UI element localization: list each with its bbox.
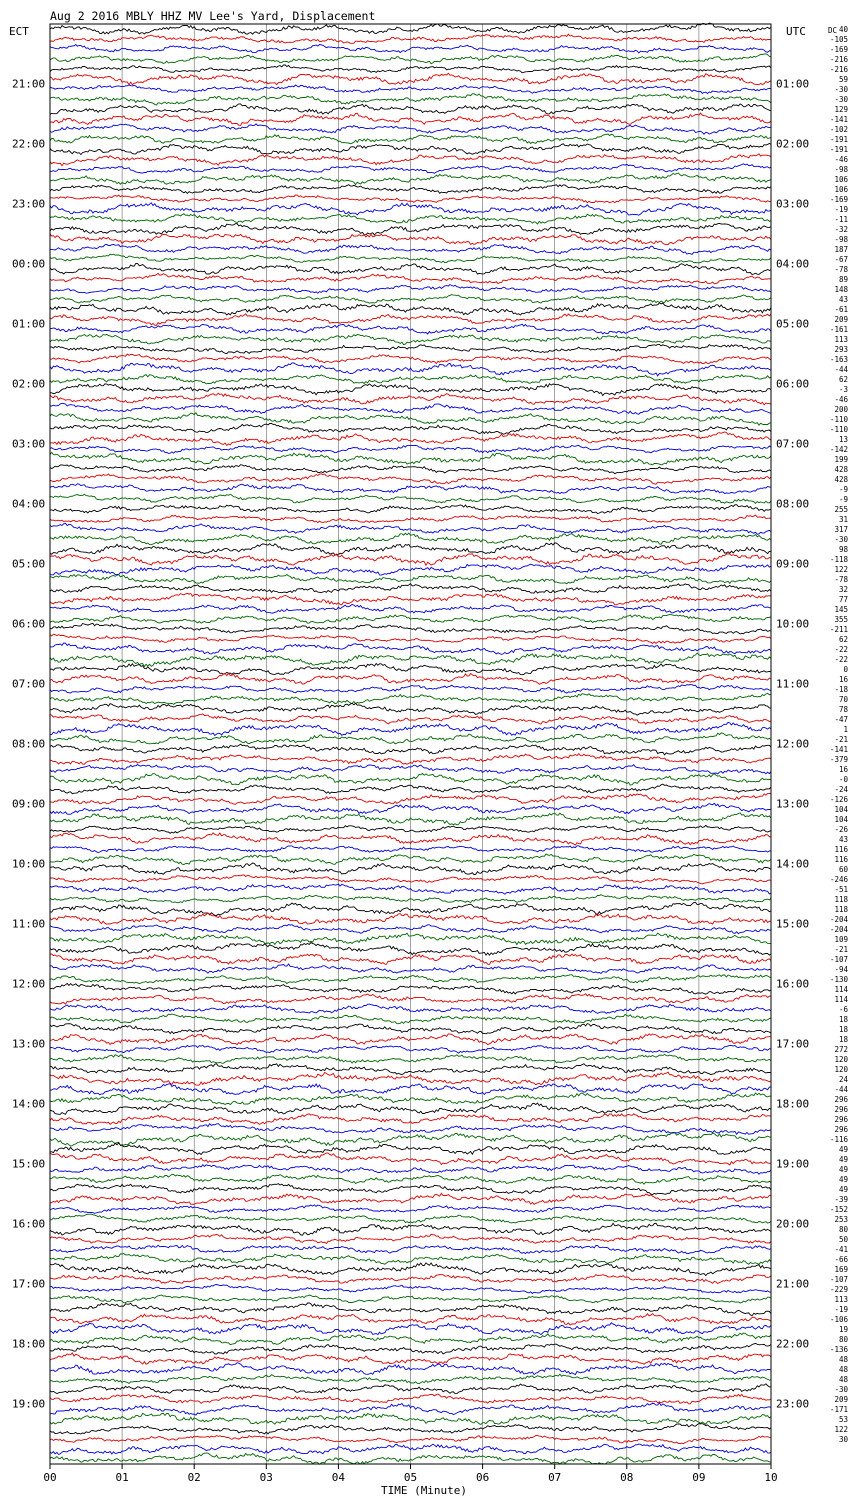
dc-offset-label: 16	[838, 764, 848, 774]
chart-title: Aug 2 2016 MBLY HHZ MV Lee's Yard, Displacement	[50, 9, 376, 23]
ect-hour-label: 14:00	[12, 1097, 46, 1111]
ect-hour-label: 03:00	[12, 437, 46, 451]
dc-offset-label: 49	[838, 1184, 848, 1194]
dc-offset-label: 50	[838, 1234, 848, 1244]
dc-offset-label: 49	[838, 1154, 848, 1164]
dc-offset-label: -78	[834, 574, 848, 584]
dc-offset-label: -0	[838, 774, 848, 784]
utc-hour-label: 10:00	[776, 617, 810, 631]
dc-offset-label: -24	[834, 784, 848, 794]
dc-offset-label: -67	[834, 254, 848, 264]
dc-offset-label: 113	[834, 334, 848, 344]
dc-offset-label: -19	[834, 1304, 848, 1314]
dc-offset-label: -44	[834, 1084, 848, 1094]
dc-offset-label: 48	[838, 1364, 848, 1374]
dc-offset-label: -22	[834, 644, 848, 654]
dc-offset-label: -98	[834, 164, 848, 174]
dc-offset-label: -106	[829, 1314, 848, 1324]
dc-offset-label: 145	[834, 604, 848, 614]
utc-hour-label: 18:00	[776, 1097, 810, 1111]
dc-offset-label: 129	[834, 104, 848, 114]
dc-offset-label: -211	[829, 624, 848, 634]
utc-label: UTC	[786, 25, 806, 38]
dc-offset-label: -30	[834, 1384, 848, 1394]
dc-offset-label: 30	[838, 1434, 848, 1444]
dc-offset-label: 428	[834, 474, 848, 484]
dc-offset-label: 114	[834, 994, 848, 1004]
dc-offset-label: -21	[834, 734, 848, 744]
dc-offset-label: 31	[838, 514, 848, 524]
dc-offset-label: 120	[834, 1054, 848, 1064]
dc-offset-label: 104	[834, 804, 848, 814]
dc-offset-label: -51	[834, 884, 848, 894]
dc-offset-label: 48	[838, 1354, 848, 1364]
dc-offset-label: -105	[829, 34, 848, 44]
dc-offset-label: -141	[829, 114, 848, 124]
dc-offset-label: 48	[838, 1374, 848, 1384]
dc-offset-label: 18	[838, 1034, 848, 1044]
utc-hour-label: 11:00	[776, 677, 810, 691]
dc-offset-label: -216	[829, 64, 848, 74]
dc-offset-label: 118	[834, 894, 848, 904]
dc-offset-label: -98	[834, 234, 848, 244]
dc-offset-label: 80	[838, 1224, 848, 1234]
dc-offset-label: -110	[829, 414, 848, 424]
x-tick-label: 09	[692, 1471, 706, 1484]
ect-hour-label: 08:00	[12, 737, 46, 751]
dc-offset-label: -44	[834, 364, 848, 374]
dc-offset-label: -39	[834, 1194, 848, 1204]
dc-offset-label: 148	[834, 284, 848, 294]
dc-offset-label: 209	[834, 1394, 848, 1404]
ect-hour-label: 16:00	[12, 1217, 46, 1231]
x-tick-label: 10	[764, 1471, 778, 1484]
dc-offset-label: 118	[834, 904, 848, 914]
ect-hour-label: 13:00	[12, 1037, 46, 1051]
dc-offset-label: -21	[834, 944, 848, 954]
dc-offset-label: 114	[834, 984, 848, 994]
dc-offset-label: 78	[838, 704, 848, 714]
dc-offset-label: 53	[838, 1414, 848, 1424]
ect-hour-label: 00:00	[12, 257, 46, 271]
ect-hour-label: 06:00	[12, 617, 46, 631]
utc-hour-label: 09:00	[776, 557, 810, 571]
dc-offset-label: 49	[838, 1164, 848, 1174]
utc-hour-label: 17:00	[776, 1037, 810, 1051]
utc-hour-label: 23:00	[776, 1397, 810, 1411]
dc-offset-label: 49	[838, 1174, 848, 1184]
utc-hour-label: 04:00	[776, 257, 810, 271]
utc-hour-label: 07:00	[776, 437, 810, 451]
dc-offset-label: -142	[829, 444, 848, 454]
utc-hour-label: 05:00	[776, 317, 810, 331]
dc-offset-label: 0	[843, 664, 848, 674]
dc-offset-label: -130	[829, 974, 848, 984]
dc-offset-label: -204	[829, 914, 848, 924]
dc-offset-label: -229	[829, 1284, 848, 1294]
x-tick-label: 05	[403, 1471, 418, 1484]
ect-hour-label: 04:00	[12, 497, 46, 511]
dc-offset-label: 200	[834, 404, 848, 414]
utc-hour-label: 03:00	[776, 197, 810, 211]
ect-hour-label: 23:00	[12, 197, 46, 211]
dc-offset-label: -47	[834, 714, 848, 724]
dc-offset-label: 296	[834, 1124, 848, 1134]
dc-header: DC	[828, 26, 838, 35]
dc-offset-label: 106	[834, 184, 848, 194]
dc-offset-label: -204	[829, 924, 848, 934]
dc-offset-label: -107	[829, 954, 848, 964]
dc-offset-label: -379	[829, 754, 848, 764]
dc-offset-label: -110	[829, 424, 848, 434]
dc-offset-label: -191	[829, 144, 848, 154]
dc-offset-label: 187	[834, 244, 848, 254]
utc-hour-label: 20:00	[776, 1217, 810, 1231]
utc-hour-label: 14:00	[776, 857, 810, 871]
utc-hour-label: 22:00	[776, 1337, 810, 1351]
dc-offset-label: 18	[838, 1014, 848, 1024]
dc-offset-label: 62	[838, 374, 848, 384]
dc-offset-label: -18	[834, 684, 848, 694]
dc-offset-label: 18	[838, 1024, 848, 1034]
dc-offset-label: 89	[838, 274, 848, 284]
dc-offset-label: 272	[834, 1044, 848, 1054]
ect-hour-label: 18:00	[12, 1337, 46, 1351]
dc-offset-label: 355	[834, 614, 848, 624]
dc-offset-label: -3	[838, 384, 848, 394]
ect-hour-label: 15:00	[12, 1157, 46, 1171]
dc-offset-label: -161	[829, 324, 848, 334]
dc-offset-label: 70	[838, 694, 848, 704]
dc-offset-label: -9	[838, 484, 848, 494]
x-tick-label: 06	[475, 1471, 490, 1484]
dc-offset-label: 32	[838, 584, 848, 594]
dc-offset-label: 199	[834, 454, 848, 464]
dc-offset-label: -6	[838, 1004, 848, 1014]
utc-hour-label: 01:00	[776, 77, 810, 91]
dc-offset-label: 116	[834, 844, 848, 854]
dc-offset-label: 113	[834, 1294, 848, 1304]
dc-offset-label: 116	[834, 854, 848, 864]
ect-hour-label: 07:00	[12, 677, 46, 691]
dc-offset-label: 317	[834, 524, 848, 534]
utc-hour-label: 02:00	[776, 137, 810, 151]
dc-offset-label: 122	[834, 1424, 848, 1434]
dc-offset-label: -152	[829, 1204, 848, 1214]
dc-offset-label: 80	[838, 1334, 848, 1344]
dc-offset-label: 209	[834, 314, 848, 324]
dc-offset-label: -169	[829, 194, 848, 204]
dc-offset-label: -141	[829, 744, 848, 754]
dc-offset-label: -9	[838, 494, 848, 504]
dc-offset-label: -41	[834, 1244, 848, 1254]
dc-offset-label: -169	[829, 44, 848, 54]
dc-offset-label: 98	[838, 544, 848, 554]
dc-offset-label: 62	[838, 634, 848, 644]
dc-offset-label: 60	[838, 864, 848, 874]
dc-offset-label: -163	[829, 354, 848, 364]
ect-hour-label: 01:00	[12, 317, 46, 331]
dc-offset-label: 19	[838, 1324, 848, 1334]
dc-offset-label: -30	[834, 94, 848, 104]
dc-offset-label: -171	[829, 1404, 848, 1414]
x-tick-label: 03	[259, 1471, 273, 1484]
x-tick-label: 08	[620, 1471, 634, 1484]
dc-offset-label: 1	[843, 724, 848, 734]
ect-label: ECT	[9, 25, 29, 38]
dc-offset-label: 40	[838, 24, 848, 34]
dc-offset-label: 253	[834, 1214, 848, 1224]
dc-offset-label: 428	[834, 464, 848, 474]
ect-hour-label: 12:00	[12, 977, 46, 991]
dc-offset-label: 255	[834, 504, 848, 514]
dc-offset-label: 24	[838, 1074, 848, 1084]
x-tick-label: 01	[115, 1471, 129, 1484]
ect-hour-label: 02:00	[12, 377, 46, 391]
x-tick-label: 04	[331, 1471, 346, 1484]
ect-hour-label: 09:00	[12, 797, 46, 811]
dc-offset-label: -94	[834, 964, 848, 974]
dc-offset-label: -11	[834, 214, 848, 224]
dc-offset-label: -66	[834, 1254, 848, 1264]
dc-offset-label: 16	[838, 674, 848, 684]
utc-hour-label: 19:00	[776, 1157, 810, 1171]
utc-hour-label: 21:00	[776, 1277, 810, 1291]
x-tick-label: 02	[187, 1471, 201, 1484]
ect-hour-label: 21:00	[12, 77, 46, 91]
ect-hour-label: 10:00	[12, 857, 46, 871]
dc-offset-label: 120	[834, 1064, 848, 1074]
dc-offset-label: 104	[834, 814, 848, 824]
utc-hour-label: 12:00	[776, 737, 810, 751]
dc-offset-label: 77	[838, 594, 848, 604]
dc-offset-label: 293	[834, 344, 848, 354]
x-axis-title: TIME (Minute)	[380, 1484, 468, 1497]
utc-hour-label: 06:00	[776, 377, 810, 391]
dc-offset-label: -102	[829, 124, 848, 134]
ect-hour-label: 22:00	[12, 137, 46, 151]
dc-offset-label: -30	[834, 84, 848, 94]
dc-offset-label: 106	[834, 174, 848, 184]
dc-offset-label: -32	[834, 224, 848, 234]
x-tick-label: 07	[548, 1471, 562, 1484]
x-tick-label: 00	[43, 1471, 57, 1484]
dc-offset-label: -107	[829, 1274, 848, 1284]
dc-offset-label: 43	[838, 834, 848, 844]
dc-offset-label: 49	[838, 1144, 848, 1154]
dc-offset-label: -216	[829, 54, 848, 64]
dc-offset-label: -191	[829, 134, 848, 144]
dc-offset-label: -46	[834, 394, 848, 404]
utc-hour-label: 08:00	[776, 497, 810, 511]
dc-offset-label: -61	[834, 304, 848, 314]
ect-hour-label: 05:00	[12, 557, 46, 571]
dc-offset-label: -26	[834, 824, 848, 834]
utc-hour-label: 13:00	[776, 797, 810, 811]
dc-offset-label: -46	[834, 154, 848, 164]
ect-hour-label: 17:00	[12, 1277, 46, 1291]
ect-hour-label: 11:00	[12, 917, 46, 931]
dc-offset-label: 296	[834, 1094, 848, 1104]
dc-offset-label: -126	[829, 794, 848, 804]
dc-offset-label: 43	[838, 294, 848, 304]
utc-hour-label: 16:00	[776, 977, 810, 991]
dc-offset-label: -19	[834, 204, 848, 214]
dc-offset-label: -136	[829, 1344, 848, 1354]
dc-offset-label: 169	[834, 1264, 848, 1274]
dc-offset-label: -116	[829, 1134, 848, 1144]
dc-offset-label: 296	[834, 1104, 848, 1114]
ect-hour-label: 19:00	[12, 1397, 46, 1411]
dc-offset-label: 296	[834, 1114, 848, 1124]
dc-offset-label: -118	[829, 554, 848, 564]
dc-offset-label: -30	[834, 534, 848, 544]
dc-offset-label: -22	[834, 654, 848, 664]
utc-hour-label: 15:00	[776, 917, 810, 931]
axis-labels	[12, 25, 848, 1484]
dc-offset-label: -78	[834, 264, 848, 274]
dc-offset-label: 122	[834, 564, 848, 574]
dc-offset-label: -246	[829, 874, 848, 884]
dc-offset-label: 59	[838, 74, 848, 84]
dc-offset-label: 109	[834, 934, 848, 944]
dc-offset-label: 13	[838, 434, 848, 444]
